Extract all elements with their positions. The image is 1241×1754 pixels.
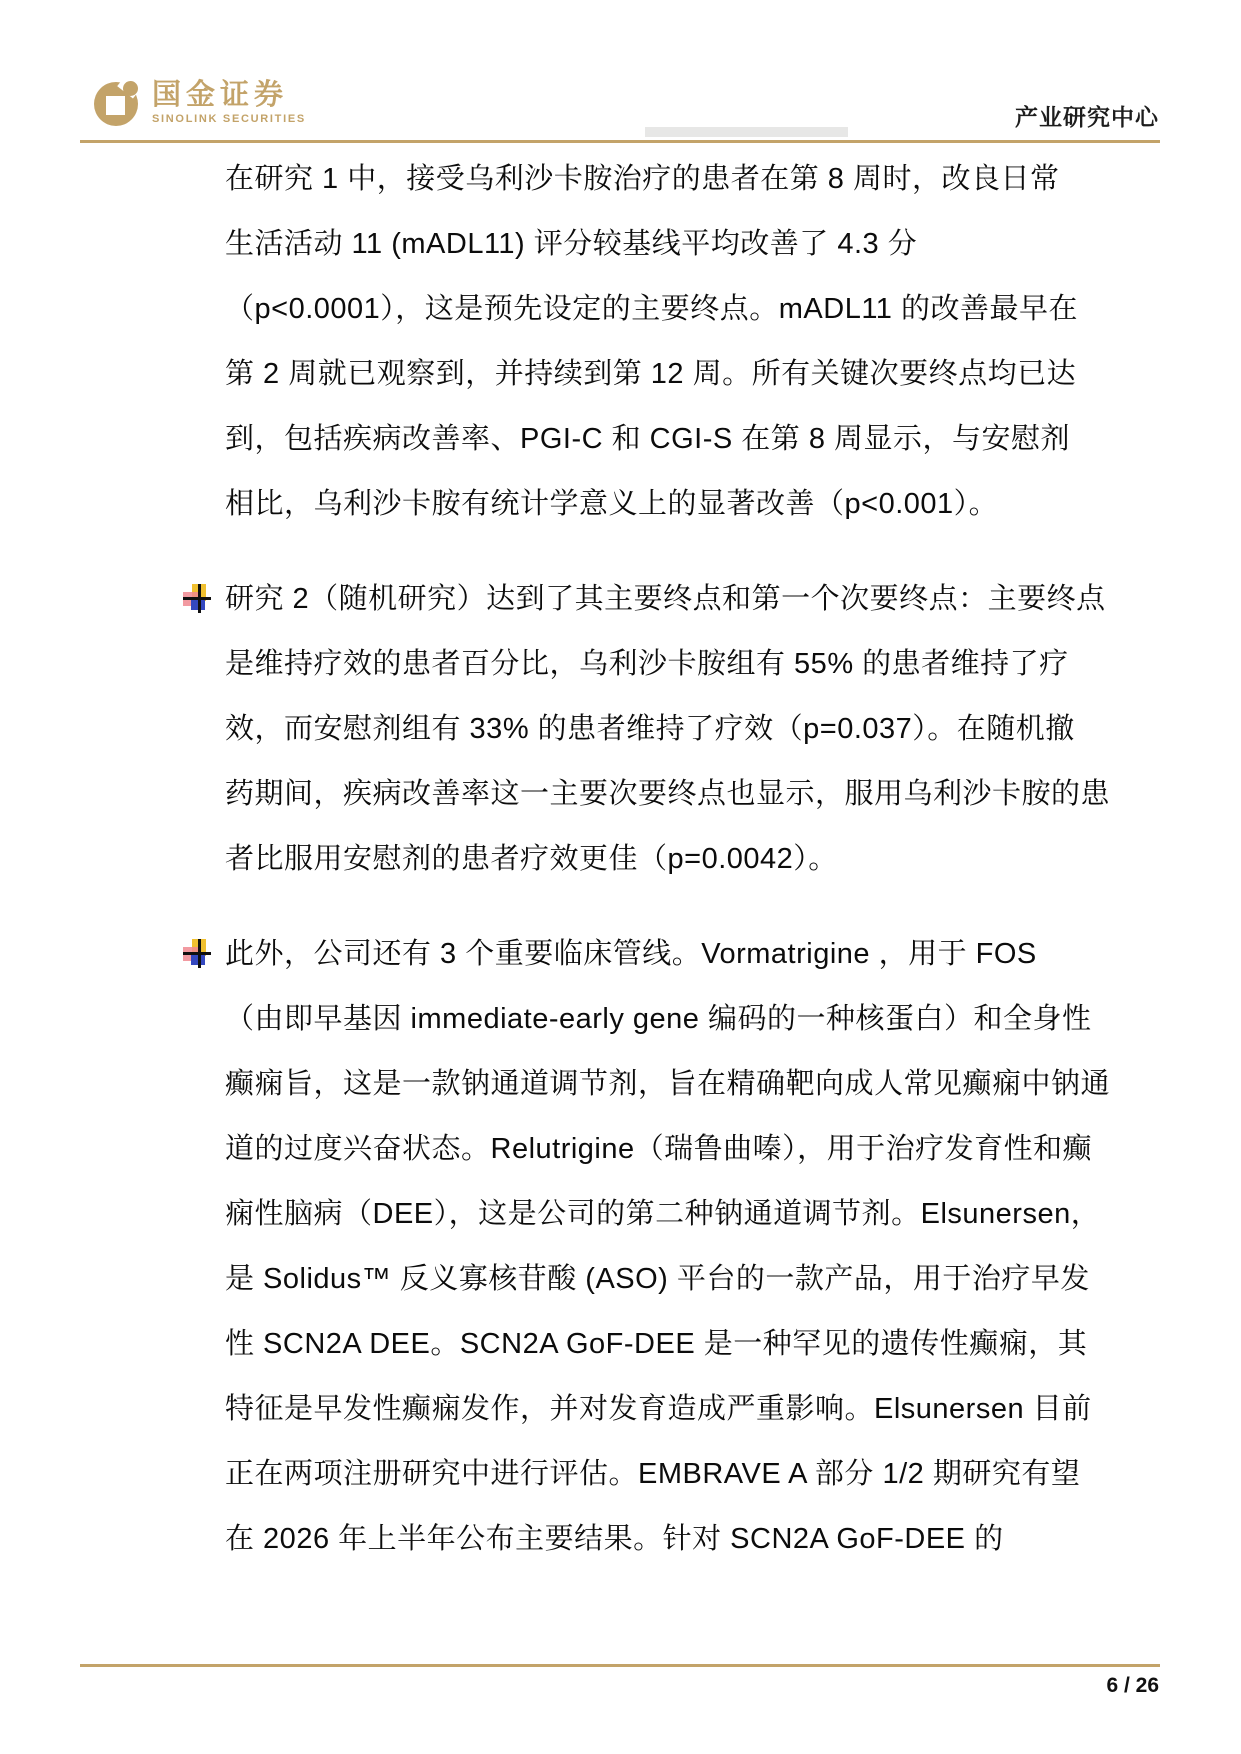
text-line: 正在两项注册研究中进行评估。EMBRAVE A 部分 1/2 期研究有望	[225, 1458, 1081, 1490]
text-line: 效，而安慰剂组有 33% 的患者维持了疗效（p=0.037）。在随机撤	[225, 713, 1075, 745]
page-number: 6 / 26	[1106, 1674, 1159, 1697]
department-label: 产业研究中心	[1015, 104, 1159, 130]
paragraph	[225, 567, 1111, 892]
footer-divider	[80, 1664, 1160, 1667]
text-line: 相比，乌利沙卡胺有统计学意义上的显著改善（p<0.001）。	[225, 488, 999, 520]
text-line: 生活活动 11 (mADL11) 评分较基线平均改善了 4.3 分	[225, 228, 918, 260]
text-line: 是 Solidus™ 反义寡核苷酸 (ASO) 平台的一款产品，用于治疗早发	[225, 1263, 1090, 1295]
text-line: 性 SCN2A DEE。SCN2A GoF-DEE 是一种罕见的遗传性癫痫，其	[225, 1328, 1088, 1360]
text-line: 者比服用安慰剂的患者疗效更佳（p=0.0042）。	[225, 843, 838, 875]
text-line: 是维持疗效的患者百分比，乌利沙卡胺组有 55% 的患者维持了疗	[225, 648, 1069, 680]
paragraph	[225, 147, 1078, 537]
logo-name-en: SINOLINK SECURITIES	[152, 113, 306, 125]
text-line: 研究 2（随机研究）达到了其主要终点和第一个次要终点：主要终点	[225, 583, 1106, 615]
text-line: （p<0.0001），这是预先设定的主要终点。mADL11 的改善最早在	[225, 293, 1078, 325]
report-body	[225, 147, 1111, 1572]
text-line: 道的过度兴奋状态。Relutrigine（瑞鲁曲嗪），用于治疗发育性和癫	[225, 1133, 1093, 1165]
colored-cross-bullet-icon	[183, 939, 211, 968]
text-line: 此外，公司还有 3 个重要临床管线。Vormatrigine ，用于 FOS	[225, 938, 1037, 970]
header-divider	[80, 140, 1160, 143]
logo-text	[152, 80, 306, 125]
paragraph	[225, 922, 1111, 1572]
logo-name-cn: 国金证券	[152, 79, 289, 111]
sinolink-logo	[94, 80, 306, 128]
sinolink-logo-icon	[94, 80, 142, 128]
colored-cross-bullet-icon	[183, 584, 211, 613]
text-line: 在研究 1 中，接受乌利沙卡胺治疗的患者在第 8 周时，改良日常	[225, 163, 1060, 195]
text-line: （由即早基因 immediate-early gene 编码的一种核蛋白）和全身性	[225, 1003, 1092, 1035]
text-line: 癫痫旨，这是一款钠通道调节剂，旨在精确靶向成人常见癫痫中钠通	[225, 1068, 1111, 1100]
text-line: 到，包括疾病改善率、PGI-C 和 CGI-S 在第 8 周显示，与安慰剂	[225, 423, 1071, 455]
text-line: 在 2026 年上半年公布主要结果。针对 SCN2A GoF-DEE 的	[225, 1523, 1004, 1555]
text-line: 药期间，疾病改善率这一主要次要终点也显示，服用乌利沙卡胺的患	[225, 778, 1111, 810]
text-line: 特征是早发性癫痫发作，并对发育造成严重影响。Elsunersen 目前	[225, 1393, 1092, 1425]
scan-artifact-bar	[645, 127, 848, 137]
text-line: 痫性脑病（DEE），这是公司的第二种钠通道调节剂。Elsunersen，	[225, 1198, 1101, 1230]
text-line: 第 2 周就已观察到，并持续到第 12 周。所有关键次要终点均已达	[225, 358, 1077, 390]
